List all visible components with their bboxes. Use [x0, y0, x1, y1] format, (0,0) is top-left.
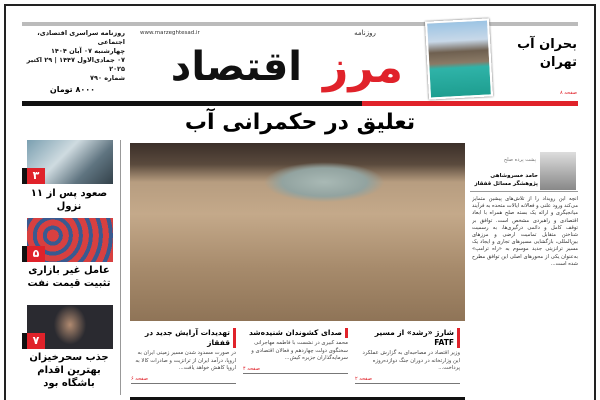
- story-title: صدای کشوندان شنیده‌شد: [243, 328, 348, 338]
- teaser-title[interactable]: بحران آب تهران: [517, 37, 577, 70]
- date-solar: چهارشنبه ۰۷ آبان ۱۴۰۴: [50, 47, 125, 55]
- sidebar-title-2[interactable]: عامل غیر بازاری تثبیت قیمت نفت: [27, 265, 111, 289]
- story-text: وزیر اقتصاد در مصاحبه‌ای به گزارش عملکرد این وزارتخانه در دوران جنگ دوازده‌روزه پرداخت...: [362, 350, 460, 371]
- story-text: در صورت مسدود شدن مسیر زمینی ایران به اروپا، درآمد ایران از ترانزیت و صادرات کالا به اروپا کاهش خواهد یافت...: [135, 350, 236, 371]
- sidebar-title-3[interactable]: جذب سحرخیزان بهترین اقدام باشگاه بود: [29, 352, 109, 389]
- author-info: [472, 172, 538, 188]
- author-role: پژوهشگر مسائل قفقاز: [474, 181, 538, 187]
- story-text: محمد کبیری در نشست با فاطمه مهاجرانی سخنگوی دولت چهاردهم و فعالان اقتصادی و سرمایه‌گذاران جزیره کیش...: [251, 340, 348, 361]
- author-name: حامد خسروشاهی: [490, 173, 538, 179]
- teaser-page: صفحه ۸: [560, 90, 577, 96]
- paper-type: روزنامه سراسری اقتصادی، اجتماعی: [37, 29, 125, 46]
- bottom-story-2[interactable]: [243, 328, 348, 374]
- column-body: آنچه این رویداد را از تلاش‌های پیشین متمایز می‌کند ورود علنی و فعالانه ایالات متحده به فرآیند میانجیگری و ارائه یک بسته صلح همراه با ابعاد اقتصادی و راهبردی مشخص است. توافق بر توقف کامل و دائمی درگیری‌ها، به رسمیت شناختن متقابل تمامیت ارضی و مرزهای بین‌المللی، بازگشایی مسیرهای تجاری و ایجاد یک مسیر ترانزیتی جدید موسوم به «راه ترامپ» به‌عنوان یکی از محورهای اصلی این توافق مطرح شده است...: [472, 196, 578, 267]
- issue-number: شماره ۷۹۰: [90, 74, 125, 82]
- story-page: صفحه ۶: [131, 376, 236, 384]
- date-other: ۰۷ جمادی‌الاول ۱۴۴۷ | ۲۹ اکتبر ۲۰۲۵: [26, 56, 125, 73]
- divider: [120, 140, 121, 395]
- story-page: صفحه ۴: [243, 366, 348, 374]
- website[interactable]: www.marzeghtesad.ir: [140, 30, 200, 36]
- rule-black: [22, 101, 362, 106]
- logo-main: اقتصاد: [170, 44, 302, 90]
- sidebar-title-1[interactable]: صعود پس از ۱۱ نزول: [30, 188, 108, 212]
- story-title: شارژ «رشد» از مسیر FATF: [355, 328, 460, 348]
- author-photo: [540, 152, 576, 190]
- main-photo: [130, 143, 465, 321]
- price: ۸۰۰۰ تومان: [49, 85, 95, 94]
- bottom-story-3[interactable]: [131, 328, 236, 384]
- teaser-photo: [425, 18, 493, 99]
- rule-red: [362, 101, 578, 106]
- column-kicker: پشت پرده صلح: [503, 157, 536, 163]
- story-page: صفحه ۲: [355, 376, 460, 384]
- main-headline[interactable]: تعلیق در حکمرانی آب: [184, 110, 416, 135]
- page-badge: ۳: [27, 168, 45, 184]
- logo-small: روزنامه: [354, 29, 376, 37]
- logo-red: مرز: [323, 42, 403, 93]
- bottom-story-1[interactable]: [355, 328, 460, 384]
- page-badge: ۷: [27, 333, 45, 349]
- issue-info: [25, 29, 125, 83]
- story-title: تهدیدات آرایش جدید در قفقاز: [131, 328, 236, 348]
- page-badge: ۵: [27, 246, 45, 262]
- top-rule: [22, 22, 578, 26]
